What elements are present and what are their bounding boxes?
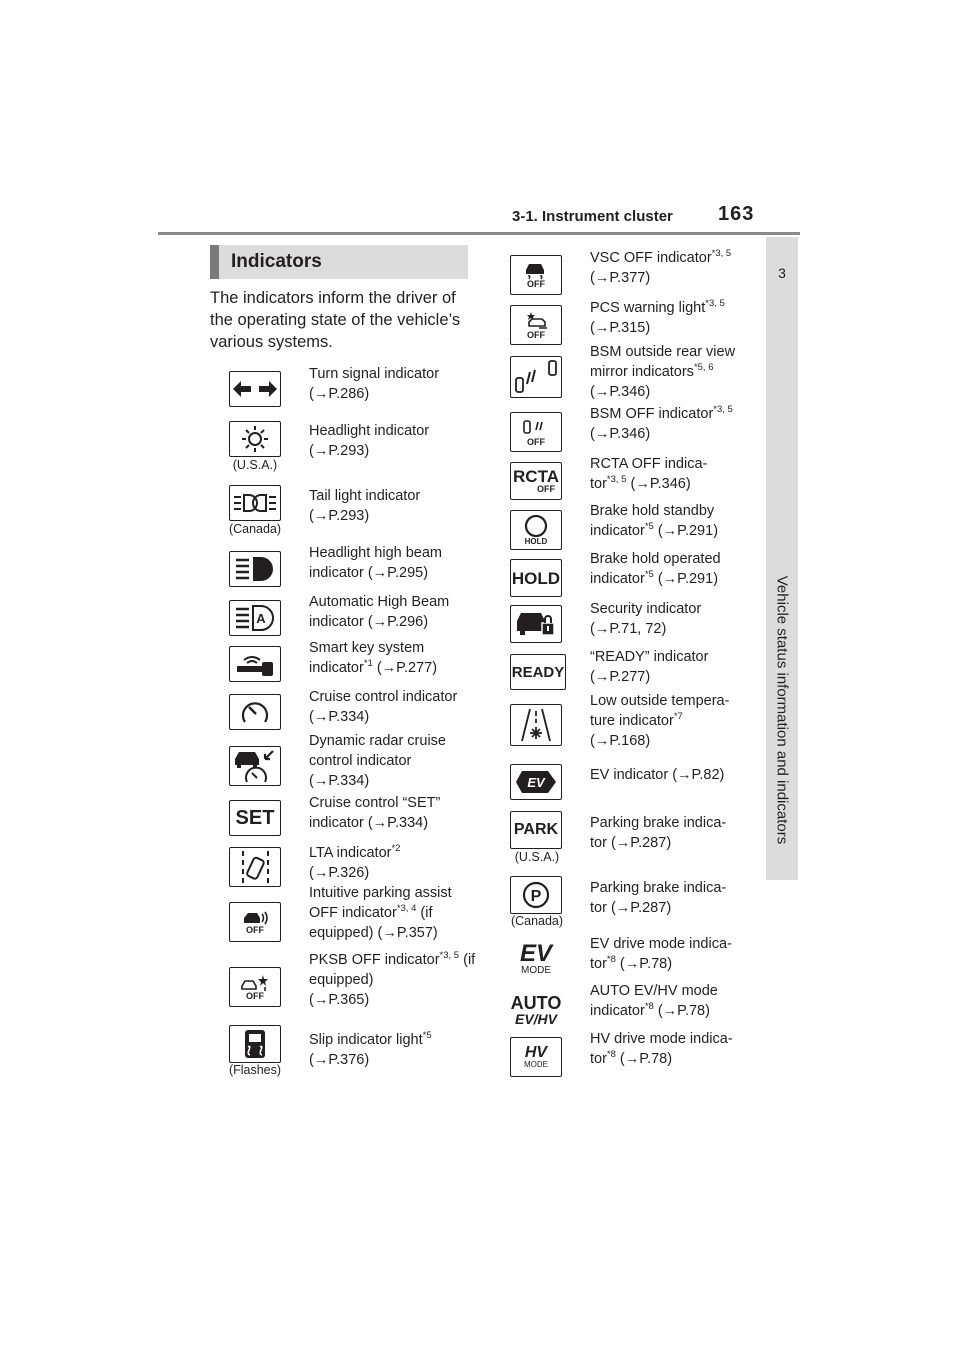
desc-parking-assist-off: Intuitive parking assist OFF indicator$^{*3, 4}$ (if equipped) (→P.357) (309, 885, 452, 941)
chapter-title: Vehicle status information and indicators (773, 575, 791, 845)
desc-dynamic-radar: Dynamic radar cruise control indicator (→P.334) (309, 733, 446, 789)
bsm-mirror-icon (510, 356, 562, 398)
page-number: 163 (718, 203, 755, 225)
ready-icon: READY (510, 654, 566, 690)
desc-ready: “READY” indicator (→P.277) (590, 649, 709, 685)
desc-parking-brake-canada: Parking brake indica- tor (→P.287) (590, 880, 727, 916)
cruise-control-icon (229, 694, 281, 730)
desc-hv-drive-mode: HV drive mode indica- tor$^{*8}$ (→P.78) (590, 1031, 733, 1067)
parking-p-letter: P (530, 888, 542, 905)
desc-bsm-mirror: BSM outside rear view mirror indicators$^{*5, 6}$ (→P.346) (590, 344, 736, 400)
desc-slip: Slip indicator light$^{*5}$ (→P.376) (309, 1030, 432, 1068)
svg-text:A: A (256, 611, 266, 626)
desc-auto-high-beam: Automatic High Beam indicator (→P.296) (309, 594, 450, 630)
pksb-off-icon: OFF (229, 967, 281, 1007)
parking-brake-park-icon: PARK (510, 811, 562, 849)
ev-drive-mode-icon: EV MODE (519, 940, 552, 976)
parking-assist-off-icon: OFF (229, 902, 281, 942)
tail-light-icon (229, 485, 281, 521)
smart-key-icon (229, 646, 281, 682)
vsc-off-icon: OFF (510, 255, 562, 295)
auto-high-beam-icon (229, 600, 281, 636)
bsm-off-icon: OFF (510, 412, 562, 452)
desc-turn-signal: Turn signal indicator (→P.286) (309, 366, 440, 402)
ev-indicator-icon (510, 764, 562, 800)
brake-hold-standby-icon: HOLD (510, 510, 562, 550)
desc-tail-light: Tail light indicator (→P.293) (309, 488, 421, 524)
desc-cruise-set: Cruise control “SET” indicator (→P.334) (309, 795, 441, 831)
region-label: (U.S.A.) (232, 458, 278, 472)
desc-headlight: Headlight indicator (→P.293) (309, 423, 430, 459)
parking-brake-p-icon (510, 876, 562, 914)
slip-indicator-icon (229, 1025, 281, 1063)
desc-cruise-control: Cruise control indicator (→P.334) (309, 689, 458, 725)
intro-paragraph: The indicators inform the driver of the operating state of the vehicle’s various systems. (210, 289, 461, 351)
lta-icon (229, 847, 281, 887)
desc-brake-hold-standby: Brake hold standby indicator$^{*5}$ (→P.291) (590, 503, 719, 539)
desc-low-temperature: Low outside tempera- ture indicator$^{*7}$ (→P.168) (590, 693, 730, 749)
desc-pcs-warning: PCS warning light$^{*3, 5}$ (→P.315) (590, 298, 725, 336)
header-rule (158, 232, 800, 235)
brake-hold-operated-icon: HOLD (510, 559, 562, 597)
desc-rcta-off: RCTA OFF indica- tor$^{*3, 5}$ (→P.346) (590, 456, 708, 492)
chapter-number: 3 (778, 265, 786, 281)
desc-brake-hold-operated: Brake hold operated indicator$^{*5}$ (→P.291) (590, 551, 721, 587)
desc-security: Security indicator (→P.71, 72) (590, 601, 702, 637)
hv-drive-mode-icon: HV MODE (510, 1037, 562, 1077)
auto-ev-hv-icon: AUTO EV/HV (510, 993, 562, 1027)
region-label: (Canada) (510, 914, 564, 928)
pcs-warning-icon: OFF (510, 305, 562, 345)
high-beam-icon (229, 551, 281, 587)
region-label: (Canada) (228, 522, 282, 536)
svg-text:EV: EV (527, 775, 545, 790)
low-temperature-icon (510, 704, 562, 746)
desc-lta: LTA indicator$^{*2}$ (→P.326) (309, 843, 401, 881)
desc-parking-brake-usa: Parking brake indica- tor (→P.287) (590, 815, 727, 851)
desc-pksb-off: PKSB OFF indicator$^{*3, 5}$ (if equipped) (→P.365) (309, 950, 476, 1008)
desc-smart-key: Smart key system indicator$^{*1}$ (→P.277) (309, 640, 438, 676)
desc-bsm-off: BSM OFF indicator$^{*3, 5}$ (→P.346) (590, 404, 733, 442)
cruise-set-icon: SET (229, 800, 281, 836)
turn-signal-icon (229, 371, 281, 407)
running-header-title: 3-1. Instrument cluster (512, 208, 673, 225)
desc-high-beam: Headlight high beam indicator (→P.295) (309, 545, 443, 581)
desc-vsc-off: VSC OFF indicator$^{*3, 5}$ (→P.377) (590, 248, 732, 286)
desc-ev-drive-mode: EV drive mode indica- tor$^{*8}$ (→P.78) (590, 936, 732, 972)
slip-flashes-label: (Flashes) (228, 1063, 282, 1077)
desc-auto-ev-hv: AUTO EV/HV mode indicator$^{*8}$ (→P.78) (590, 983, 718, 1019)
section-heading-text: Indicators (231, 251, 322, 272)
dynamic-radar-cruise-icon (229, 746, 281, 786)
headlight-indicator-icon (229, 421, 281, 457)
security-icon (510, 605, 562, 643)
section-heading (210, 245, 468, 279)
rcta-off-icon: RCTA OFF (510, 462, 562, 500)
region-label: (U.S.A.) (514, 850, 560, 864)
desc-ev-indicator: EV indicator (→P.82) (590, 767, 725, 783)
